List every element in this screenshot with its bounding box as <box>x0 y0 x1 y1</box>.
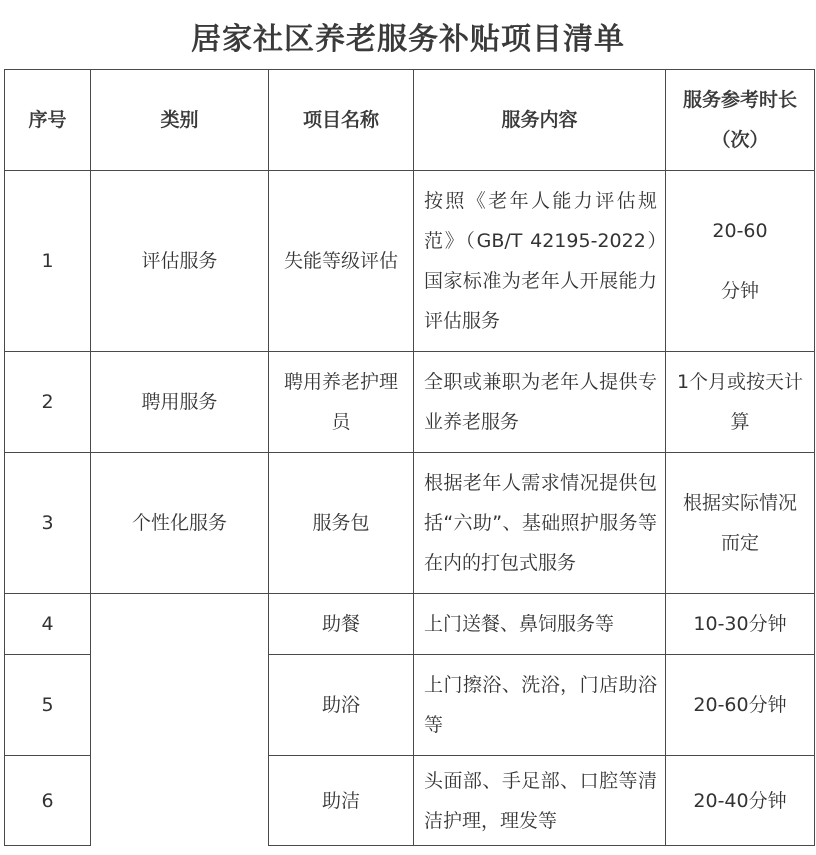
row-name: 助洁 <box>269 756 414 846</box>
row-seq: 1 <box>5 171 91 352</box>
row-name: 助餐 <box>269 594 414 655</box>
header-name: 项目名称 <box>269 70 414 171</box>
row-seq: 5 <box>5 655 91 756</box>
header-content: 服务内容 <box>414 70 666 171</box>
row-duration: 20-40分钟 <box>666 756 815 846</box>
header-duration-line1: 服务参考时长 <box>682 89 797 111</box>
table-row <box>5 352 815 453</box>
table-row <box>5 171 815 352</box>
subsidy-table <box>4 69 815 846</box>
row-content: 上门送餐、鼻饲服务等 <box>414 594 666 655</box>
row-category-merged <box>91 594 269 846</box>
header-duration <box>666 70 815 171</box>
row-duration: 1个月或按天计算 <box>666 352 815 453</box>
row-duration: 根据实际情况而定 <box>666 453 815 594</box>
row-content: 按照《老年人能力评估规范》（GB/T 42195-2022）国家标准为老年人开展能力评估服务 <box>414 171 666 352</box>
row-duration: 10-30分钟 <box>666 594 815 655</box>
row-name: 失能等级评估 <box>269 171 414 352</box>
row-seq: 4 <box>5 594 91 655</box>
row-content: 全职或兼职为老年人提供专业养老服务 <box>414 352 666 453</box>
row-content: 上门擦浴、洗浴，门店助浴等 <box>414 655 666 756</box>
document-title: 居家社区养老服务补贴项目清单 <box>191 22 625 57</box>
row-category: 个性化服务 <box>91 453 269 594</box>
header-seq: 序号 <box>5 70 91 171</box>
row-duration <box>666 171 815 352</box>
table-row <box>5 453 815 594</box>
row-name: 聘用养老护理员 <box>269 352 414 453</box>
row-duration: 20-60分钟 <box>666 655 815 756</box>
row-content: 头面部、手足部、口腔等清洁护理，理发等 <box>414 756 666 846</box>
table-row <box>5 594 815 655</box>
row-duration-line2: 分钟 <box>720 280 759 302</box>
header-category: 类别 <box>91 70 269 171</box>
row-seq: 3 <box>5 453 91 594</box>
row-name: 服务包 <box>269 453 414 594</box>
row-name: 助浴 <box>269 655 414 756</box>
row-category: 评估服务 <box>91 171 269 352</box>
row-duration-line1: 20-60 <box>712 220 768 242</box>
row-category: 聘用服务 <box>91 352 269 453</box>
table-header-row <box>5 70 815 171</box>
row-content: 根据老年人需求情况提供包括“六助”、基础照护服务等在内的打包式服务 <box>414 453 666 594</box>
header-duration-line2: （次） <box>711 129 769 151</box>
row-seq: 2 <box>5 352 91 453</box>
row-seq: 6 <box>5 756 91 846</box>
